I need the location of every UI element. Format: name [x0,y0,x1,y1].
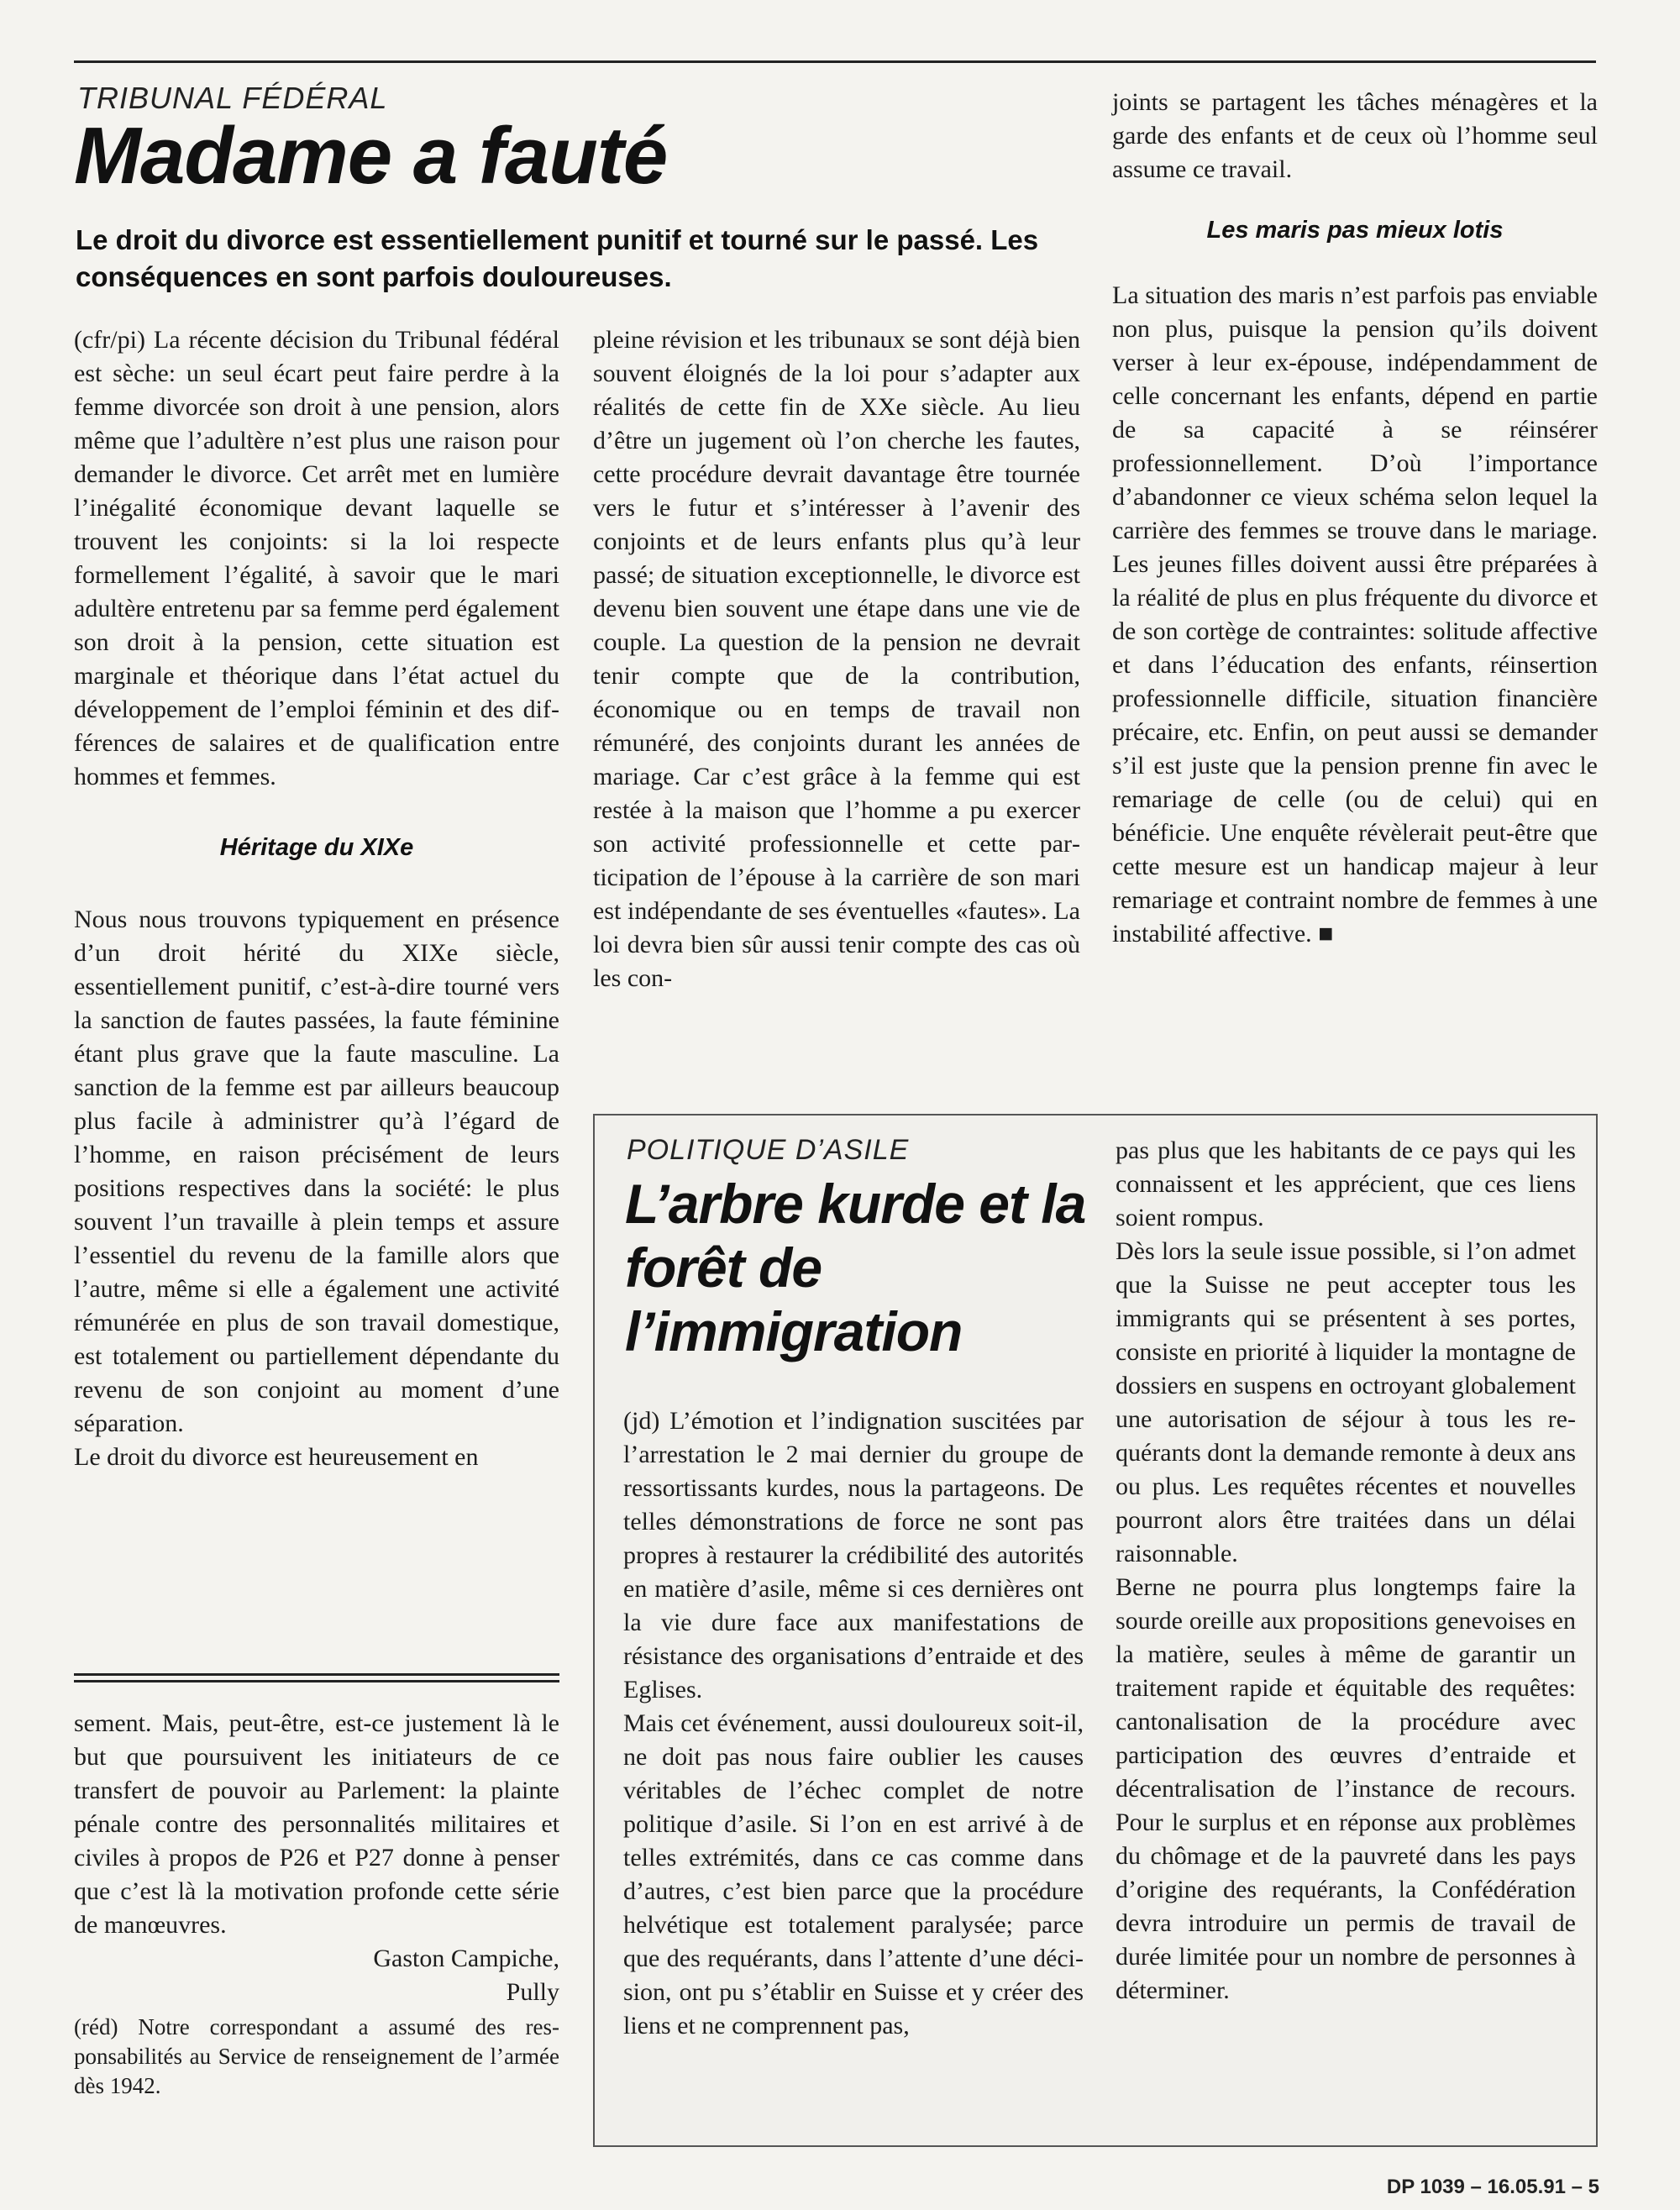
top-rule [74,60,1596,63]
article1-col2-paragraph: pleine révision et les tribunaux se sont déjà bien souvent éloignés de la loi pour s’adapter aux réalités de cette fin de XXe siècle. Au lieu d’être un jugement où l’on cherche les fautes, cette procédure devrait davantage être tournée vers le futur et s’intéresser à l’avenir des conjoints et de leurs enfants plus qu’à leur passé; de situation exceptionnelle, le divorce est devenu bien souvent une étape dans une vie de couple. La question de la pension ne devrait tenir compte que de la contribution, économique ou en temps de travail non rémunéré, des conjoints durant les années de mariage. Car c’est grâce à la femme qui est restée à la maison que l’homme a pu exercer son activité professionnelle et cette participation de l’épouse à la carrière de son mari est indépendante de ses éventuelles «fautes». La loi devra bien sûr aussi tenir compte des cas où les con- [593,326,1080,992]
article1-col3-paragraph-2: La situation des maris n’est parfois pas enviable non plus, puisque la pension qu’ils doivent verser à leur ex-épouse, indépendamment de celle concernant les enfants, dépend en partie de sa capacité à se réinsérer professionnellement. D’où l’importance d’abandonner ce vieux schéma selon lequel la carrière des femmes se trouve dans le mariage. Les jeunes filles doivent aussi être préparées à la réalité de plus en plus fréquente du divorce et de son cortège de contraintes: solitude affective et dans l’éducation des enfants, réinsertion professionnelle difficile, situation financière précaire, etc. Enfin, on peut aussi se demander s’il est juste que la pension prenne fin avec le remariage de celle (ou de celui) qui en bénéficie. Une enquête révèlerait peut-être que cette mesure est un handicap majeur à leur remariage et contraint nombre de femmes à une instabilité affective. ■ [1112,281,1598,948]
article1-title: Madame a fauté [74,111,668,201]
page-footer: DP 1039 – 16.05.91 – 5 [1386,2176,1599,2198]
article2-col2-paragraph-3: Berne ne pourra plus longtemps faire la sourde oreille aux propositions genevoises en la matière, seules à même de garantir un traitement rapide et équitable des requêtes: cantonalisation de la procédure avec participation des œuvres d’entraide et décentralisation de l’instance de recours. Pour le surplus et en réponse aux problèmes du chômage et de la pauvreté dans les pays d’origine des requérants, la Confédération devra introduire un permis de travail de durée limitée pour un nombre de personnes à déterminer. [1116,1573,1576,2004]
article1-lead [76,222,1084,296]
article1-col3-paragraph-1: joints se partagent les tâches ménagères et la garde des enfants et de ceux où l’homme seul assume ce travail. [1112,88,1598,183]
article1-column-1 [74,323,559,1474]
letter-rule-top [74,1673,559,1676]
article2-col1-paragraph-2: Mais cet événement, aussi douloureux soit-il, ne doit pas nous faire oublier les causes véritables de l’échec complet de notre politique d’asile. Si l’on en est arrivé à de telles extrémités, dans ce cas comme dans d’autres, c’est bien parce que la procédure helvétique est totalement paralysée; parce que des requérants, dans l’attente d’une décision, ont pu s’établir en Suisse et y créer des liens et ne comprennent pas, [623,1709,1084,2039]
editor-note: (réd) Notre correspondant a assumé des responsabilités au Service de renseignement de l’armée dès 1942. [74,2014,559,2098]
article1-subhead-2: Les maris pas mieux lotis [1206,217,1504,244]
article1-col1-paragraph-2: Nous nous trouvons typiquement en présence d’un droit hérité du XIXe siècle, essentiellement punitif, c’est-à-dire tourné vers la sanction de fautes passées, la faute féminine étant plus grave que la faute masculine. La sanction de la femme est par ailleurs beaucoup plus facile à administrer qu’à l’égard de l’homme, en raison précisément de leurs positions respectives dans la société: le plus souvent l’un travaille à plein temps et assure l’essentiel du revenu de la famille alors que l’autre, même si elle a également une activité rémunérée en plus de son travail domestique, est totalement ou partiellement dépendante du revenu de son conjoint au moment d’une séparation. [74,906,559,1437]
article1-column-2 [593,323,1080,995]
article2-title-line-3: l’immigration [625,1300,963,1362]
lead-line-1: Le droit du divorce est essentiellement punitif et tourné sur le passé. Les [76,224,1039,255]
letter-column [74,1707,559,2101]
letter-rule-bottom [74,1680,559,1682]
article2-title-line-1: L’arbre kurde et la [625,1173,1086,1235]
article1-rubric: TRIBUNAL FÉDÉRAL [77,81,388,115]
article2-col2-paragraph-2: Dès lors la seule issue possible, si l’on admet que la Suisse ne peut accepter tous les immigrants qui se présentent à ses portes, consiste en priorité à liquider la montagne de dossiers en suspens en octroyant globalement une autorisation de séjour à tous les requérants dont la demande remonte à deux ans ou plus. Les requêtes récentes et nouvelles pourront alors être traitées dans un délai raisonnable. [1116,1237,1576,1567]
article1-subhead-1: Héritage du XIXe [219,834,414,861]
lead-line-2: conséquences en sont parfois douloureuses. [76,261,672,292]
letter-author: Gaston Campiche, [373,1945,559,1972]
article2-col2-paragraph-1: pas plus que les habitants de ce pays qui les connaissent et les apprécient, que ces liens soient rompus. [1116,1136,1576,1231]
article2-title-line-2: forêt de [625,1236,822,1299]
article1-col1-paragraph-1: (cfr/pi) La récente décision du Tribunal fédéral est sèche: un seul écart peut faire perdre à la femme divorcée son droit à une pension, alors même que l’adultère n’est plus une raison pour demander le divorce. Cet arrêt met en lumière l’inégalité économique devant laquelle se trouvent les conjoints: si la loi respecte formellement l’égalité, à savoir que le mari adultère entretenu par sa femme perd également son droit à la pension, cette situation est marginale et théorique dans l’état actuel du développement de l’emploi féminin et des différences de salaires et de qualification entre hommes et femmes. [74,326,559,790]
article1-column-3 [1112,86,1598,951]
article2-col1-paragraph-1: (jd) L’émotion et l’indignation suscitées par l’arrestation le 2 mai dernier du groupe de ressortissants kurdes, nous la partageons. De telles démonstrations de force ne sont pas propres à restaurer la crédibilité des autorités en matière d’asile, même si ces dernières ont la vie dure face aux manifestations de résistance des organisations d’entraide et des Eglises. [623,1407,1084,1703]
letter-place: Pully [506,1978,559,2006]
article2-rubric: POLITIQUE D’ASILE [627,1134,910,1166]
article2-title [625,1172,1085,1363]
article2-column-1 [623,1404,1084,2043]
article1-col1-paragraph-3: Le droit du divorce est heureusement en [74,1443,479,1471]
article2-column-2 [1116,1134,1576,2008]
letter-text: sement. Mais, peut-être, est-ce justement là le but que poursuivent les initiateurs de ce transfert de pouvoir au Parlement: la plainte pénale contre des personnalités militaires et civiles à propos de P26 et P27 donne à penser que c’est là la motivation profonde cette série de manœuvres. [74,1709,559,1939]
